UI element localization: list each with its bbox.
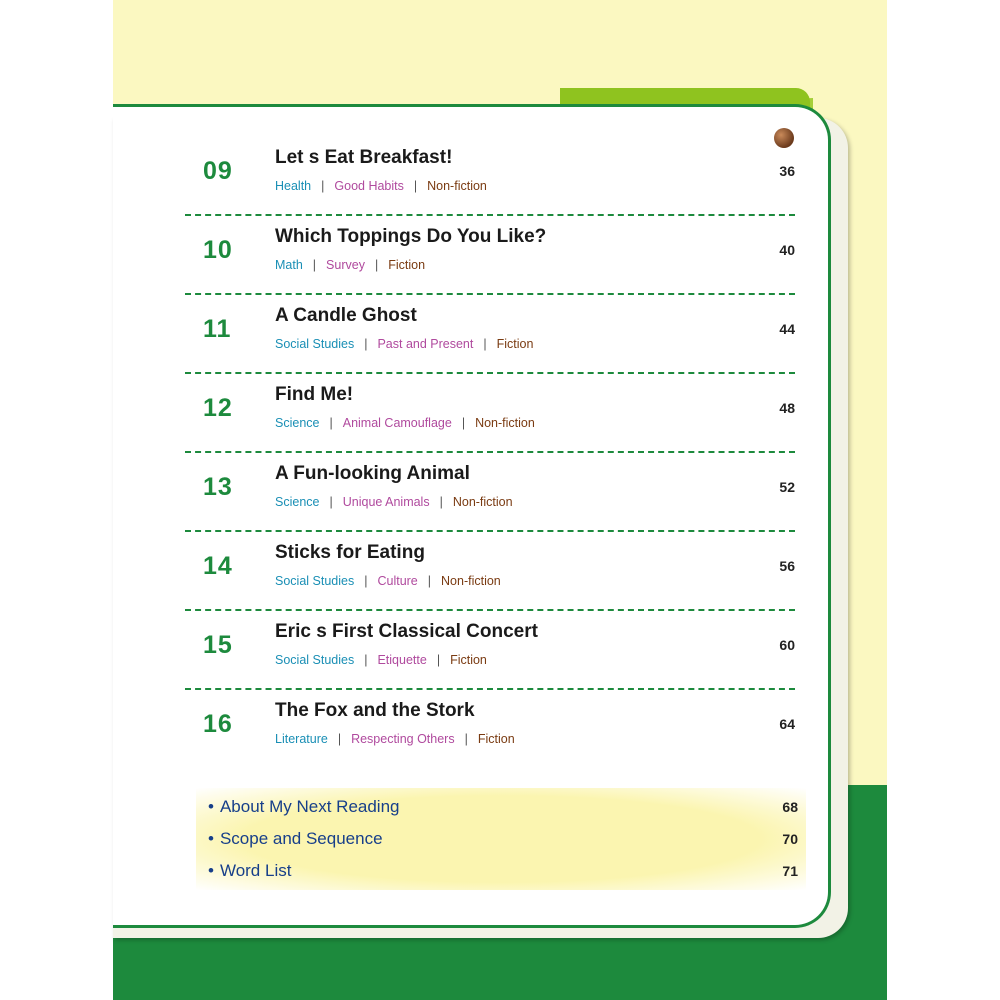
lesson-page: 64 <box>779 716 795 732</box>
lesson-subject: Social Studies <box>275 574 355 588</box>
lesson-title[interactable]: Sticks for Eating <box>275 542 425 563</box>
tag-separator: | <box>329 416 333 430</box>
extra-item-scope-and-sequence[interactable] <box>208 829 798 857</box>
extra-page: 70 <box>782 831 798 847</box>
tag-separator: | <box>312 258 317 272</box>
lesson-page: 44 <box>779 321 795 337</box>
tag-separator: | <box>337 732 342 746</box>
lesson-topic: Good Habits <box>334 179 404 193</box>
tag-separator: | <box>461 416 466 430</box>
lesson-number: 16 <box>203 710 233 738</box>
lesson-tags <box>275 337 533 351</box>
lesson-topic: Survey <box>326 258 365 272</box>
lesson-number: 13 <box>203 473 233 501</box>
lesson-genre: Non-fiction <box>452 495 513 509</box>
lesson-number: 14 <box>203 552 233 580</box>
lesson-tags <box>275 179 487 193</box>
lesson-row[interactable] <box>185 137 795 216</box>
lesson-title[interactable]: Find Me! <box>275 384 354 405</box>
lesson-number: 09 <box>203 157 233 185</box>
tag-separator: | <box>439 495 443 509</box>
lesson-topic: Etiquette <box>377 653 427 667</box>
lesson-title[interactable]: Let s Eat Breakfast! <box>275 147 453 168</box>
lesson-number: 10 <box>203 236 233 264</box>
tag-separator: | <box>464 732 468 746</box>
lesson-row[interactable] <box>185 453 795 532</box>
lesson-title[interactable]: Eric s First Classical Concert <box>275 621 538 642</box>
tag-separator: | <box>413 179 418 193</box>
lesson-genre: Fiction <box>496 337 534 351</box>
lesson-title[interactable]: A Candle Ghost <box>275 305 417 326</box>
lesson-subject: Social Studies <box>275 653 355 667</box>
tag-separator: | <box>483 337 487 351</box>
lesson-genre: Fiction <box>388 258 426 272</box>
lesson-row[interactable] <box>185 532 795 611</box>
lesson-subject: Health <box>275 179 312 193</box>
lesson-tags <box>275 258 425 272</box>
tag-separator: | <box>374 258 379 272</box>
lesson-row[interactable] <box>185 374 795 453</box>
bullet-icon: • <box>208 861 214 880</box>
lesson-title[interactable]: Which Toppings Do You Like? <box>275 226 547 247</box>
tag-separator: | <box>427 574 432 588</box>
extra-item-about-my-next-reading[interactable] <box>208 797 798 825</box>
lesson-tags <box>275 653 487 667</box>
lesson-row[interactable] <box>185 611 795 690</box>
lesson-subject: Social Studies <box>275 337 355 351</box>
extra-label: About My Next Reading <box>219 797 400 816</box>
lesson-tags <box>275 495 513 509</box>
lesson-topic: Animal Camouflage <box>342 416 452 430</box>
tag-separator: | <box>436 653 441 667</box>
extras-section <box>196 788 806 890</box>
lesson-title[interactable]: A Fun-looking Animal <box>275 463 470 484</box>
lesson-number: 15 <box>203 631 233 659</box>
tag-separator: | <box>321 179 325 193</box>
lesson-subject: Math <box>275 258 303 272</box>
extra-label: Scope and Sequence <box>219 829 383 848</box>
tag-separator: | <box>364 653 368 667</box>
lesson-title[interactable]: The Fox and the Stork <box>275 700 475 721</box>
lesson-topic: Respecting Others <box>351 732 455 746</box>
extra-page: 68 <box>782 799 798 815</box>
lesson-row[interactable] <box>185 216 795 295</box>
lesson-tags <box>275 574 501 588</box>
lesson-tags <box>275 416 535 430</box>
lesson-topic: Unique Animals <box>342 495 430 509</box>
lesson-number: 11 <box>203 315 232 343</box>
lesson-genre: Non-fiction <box>441 574 501 588</box>
lesson-page: 40 <box>779 242 795 258</box>
lesson-subject: Literature <box>275 732 328 746</box>
lesson-page: 36 <box>779 163 795 179</box>
lesson-topic: Culture <box>377 574 418 588</box>
lesson-subject: Science <box>275 495 320 509</box>
bullet-icon: • <box>208 797 214 816</box>
extra-item-word-list[interactable] <box>208 861 798 889</box>
lesson-row[interactable] <box>185 690 795 769</box>
lesson-genre: Non-fiction <box>475 416 535 430</box>
tag-separator: | <box>364 337 368 351</box>
lesson-topic: Past and Present <box>377 337 474 351</box>
lesson-row[interactable] <box>185 295 795 374</box>
lesson-genre: Fiction <box>450 653 487 667</box>
lesson-page: 48 <box>779 400 795 416</box>
lesson-page: 60 <box>779 637 795 653</box>
extra-page: 71 <box>782 863 798 879</box>
tag-separator: | <box>329 495 333 509</box>
lesson-page: 52 <box>779 479 795 495</box>
extra-label: Word List <box>219 861 292 880</box>
lesson-page: 56 <box>779 558 795 574</box>
lesson-tags <box>275 732 515 746</box>
lesson-subject: Science <box>275 416 320 430</box>
tag-separator: | <box>364 574 368 588</box>
lesson-genre: Non-fiction <box>427 179 487 193</box>
lesson-genre: Fiction <box>477 732 515 746</box>
lesson-number: 12 <box>203 394 233 422</box>
bullet-icon: • <box>208 829 214 848</box>
